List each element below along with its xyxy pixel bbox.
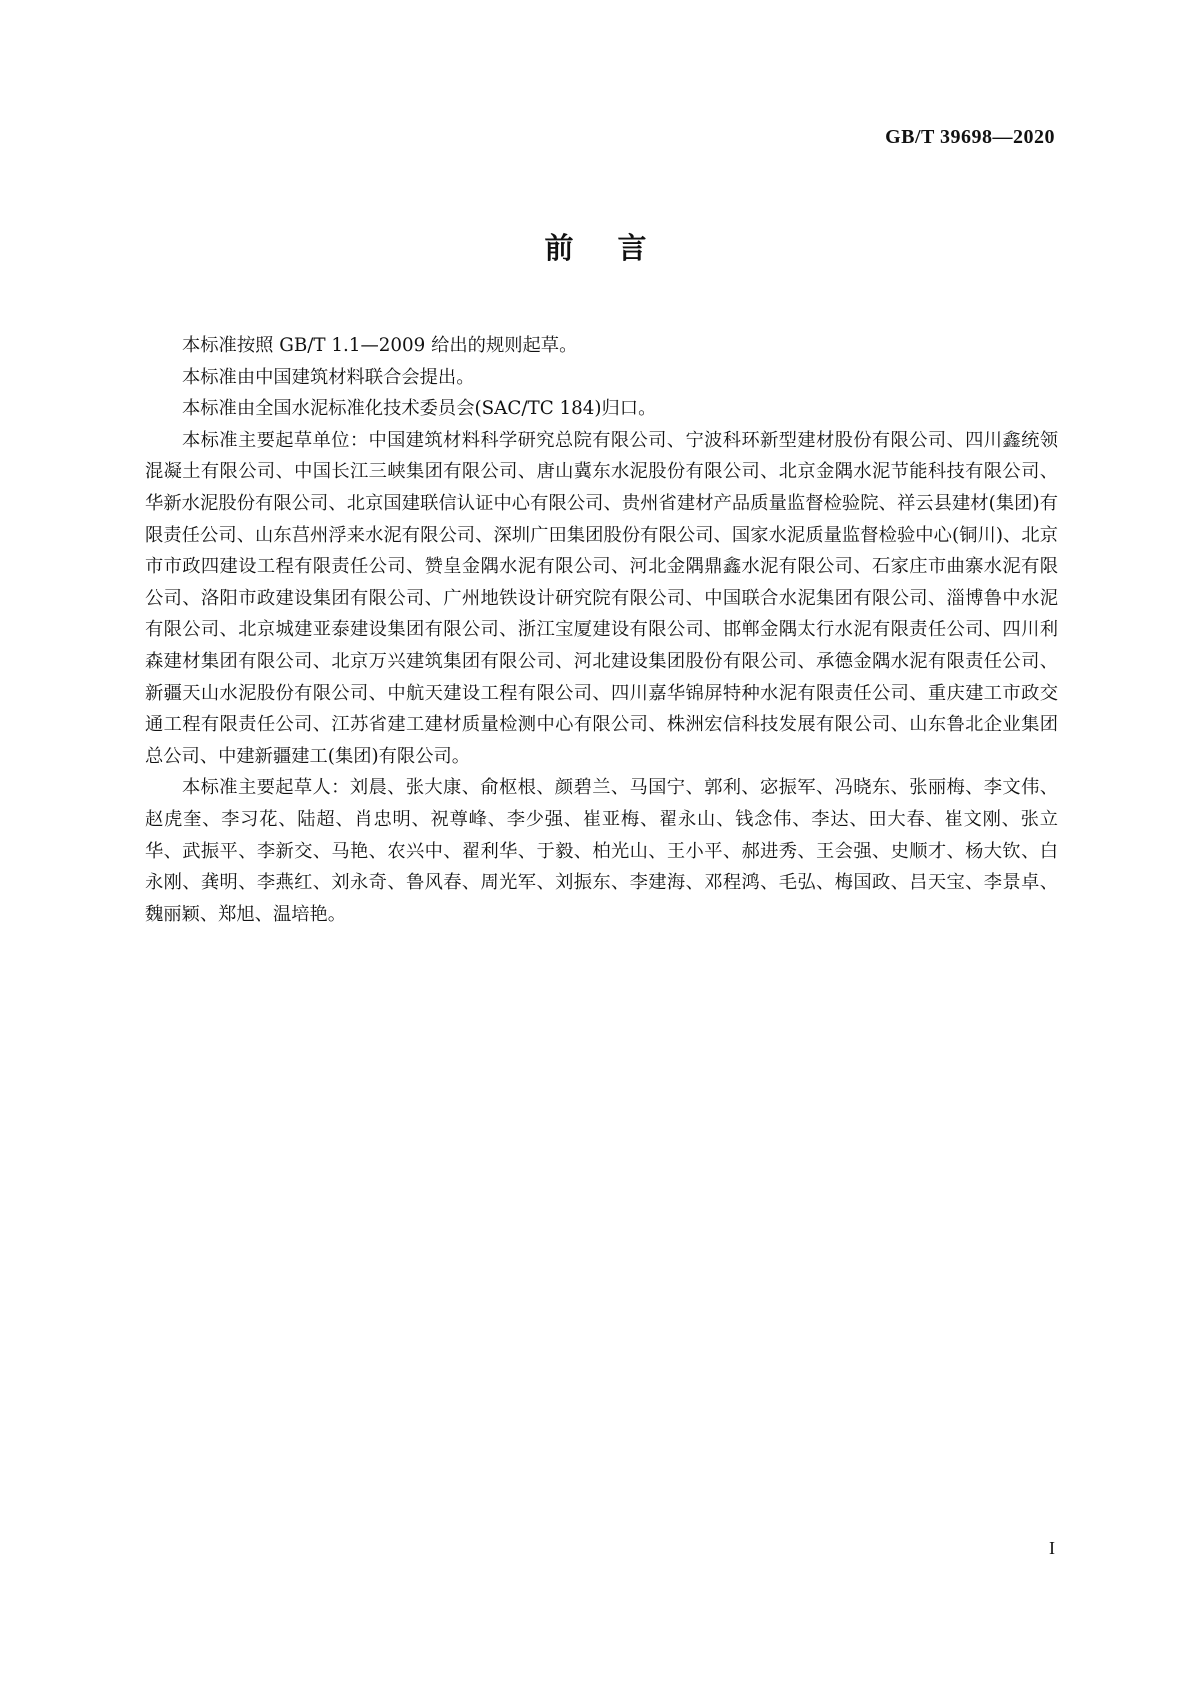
paragraph-drafting-rules: 本标准按照 GB/T 1.1—2009 给出的规则起草。 — [182, 335, 578, 356]
paragraph-committee: 本标准由全国水泥标准化技术委员会(SAC/TC 184)归口。 — [182, 398, 657, 420]
paragraph-proposer: 本标准由中国建筑材料联合会提出。 — [182, 366, 475, 388]
page-number: I — [1049, 1538, 1055, 1558]
paragraph-drafting-units: 本标准主要起草单位：中国建筑材料科学研究总院有限公司、宁波科环新型建材股份有限公司、四川鑫统领混凝土有限公司、中国长江三峡集团有限公司、唐山冀东水泥股份有限公司、北京金隅水泥节能科技有限公司、华新水泥股份有限公司、北京国建联信认证中心有限公司、贵州省建材产品质量监督检验院、祥云县建材(集团)有限责任公司、山东莒州浮来水泥有限公司、深圳广田集团股份有限公司、国家水泥质量监督检验中心(铜川)、北京市市政四建设工程有限责任公司、赞皇金隅水泥有限公司、河北金隅鼎鑫水泥有限公司、石家庄市曲寨水泥有限公司、洛阳市政建设集团有限公司、广州地铁设计研究院有限公司、中国联合水泥集团有限公司、淄博鲁中水泥有限公司、北京城建亚泰建设集团有限公司、浙江宝厦建设有限公司、邯郸金隅太行水泥有限责任公司、四川利森建材集团有限公司、北京万兴建筑集团有限公司、河北建设集团股份有限公司、承德金隅水泥有限责任公司、新疆天山水泥股份有限公司、中航天建设工程有限公司、四川嘉华锦屏特种水泥有限责任公司、重庆建工市政交通工程有限责任公司、江苏省建工建材质量检测中心有限公司、株洲宏信科技发展有限公司、山东鲁北企业集团总公司、中建新疆建工(集团)有限公司。 — [145, 429, 1058, 767]
standard-code: GB/T 39698—2020 — [885, 126, 1055, 148]
paragraph-drafters: 本标准主要起草人：刘晨、张大康、俞枢根、颜碧兰、马国宁、郭利、宓振军、冯晓东、张丽梅、李文伟、赵虎奎、李习花、陆超、肖忠明、祝尊峰、李少强、崔亚梅、翟永山、钱念伟、李达、田大春、崔文刚、张立华、武振平、李新交、马艳、农兴中、翟利华、于毅、柏光山、王小平、郝进秀、王会强、史顺才、杨大钦、白永刚、龚明、李燕红、刘永奇、鲁风春、周光军、刘振东、李建海、邓程鸿、毛弘、梅国政、吕天宝、李景卓、魏丽颖、郑旭、温培艳。 — [145, 777, 1058, 925]
page-title: 前言 — [544, 231, 691, 265]
foreword-body — [145, 330, 1058, 930]
